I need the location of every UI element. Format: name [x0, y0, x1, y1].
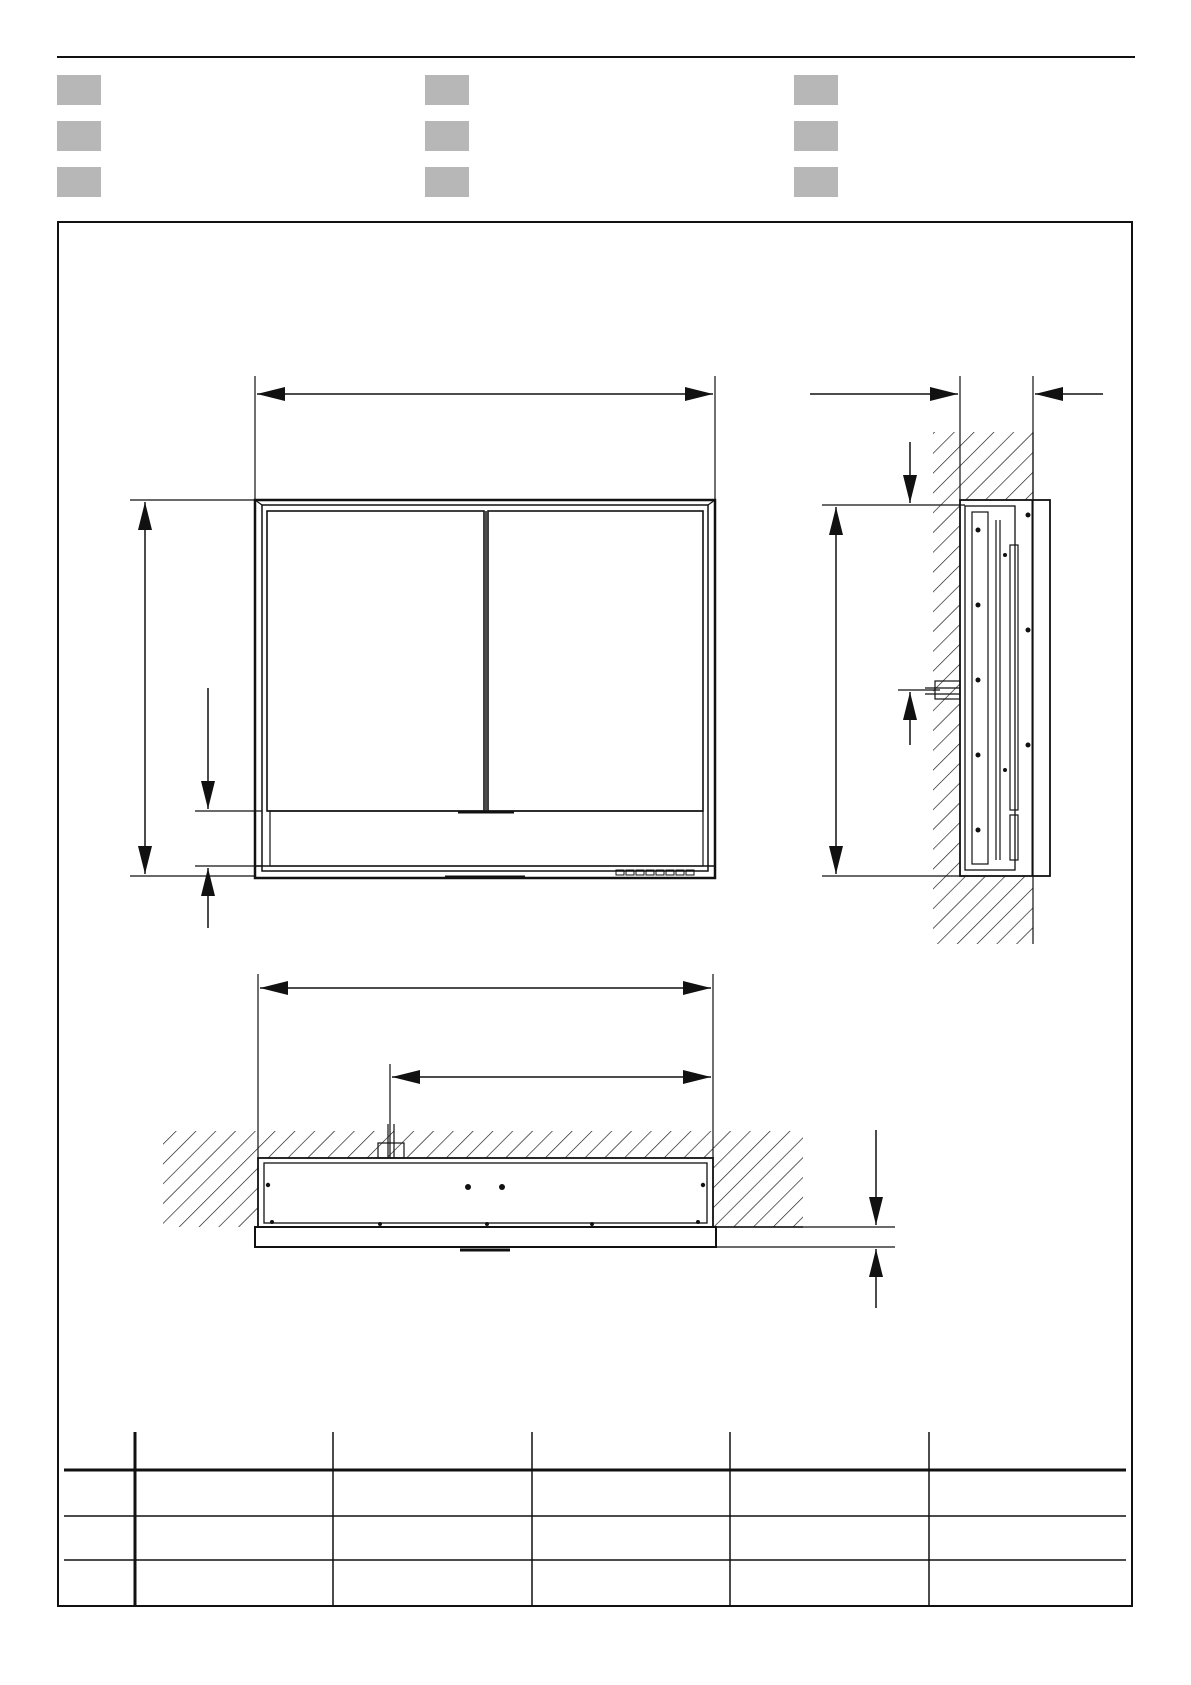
- table-header-cell: [735, 1430, 925, 1470]
- table-header-cell: [338, 1430, 528, 1470]
- table-header-cell: [140, 1430, 330, 1470]
- table-header-cell: [934, 1430, 1124, 1470]
- table-header-cell: [64, 1430, 134, 1470]
- front-view: [130, 376, 715, 928]
- table-header-cell: [537, 1430, 727, 1470]
- top-view: [163, 974, 895, 1308]
- side-view: [810, 376, 1103, 944]
